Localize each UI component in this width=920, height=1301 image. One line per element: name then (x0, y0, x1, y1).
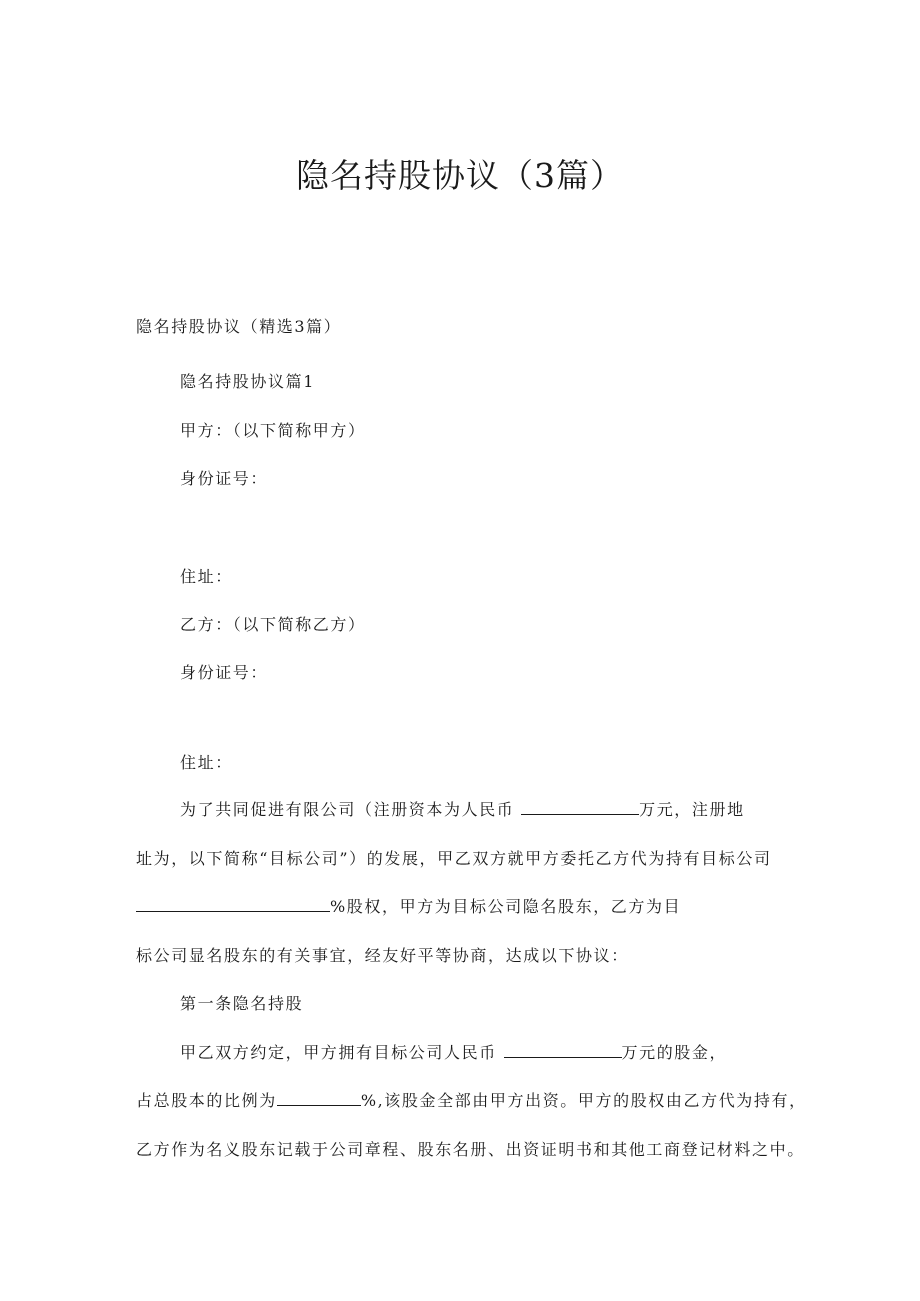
article-1-heading: 第一条隐名持股 (180, 994, 304, 1013)
share-amount-blank (504, 1043, 622, 1058)
article-1-line-2-end: %,该股金全部由甲方出资。甲方的股权由乙方代为持有， (360, 1091, 807, 1110)
party-b-label: 乙方：（以下简称乙方） (180, 615, 366, 634)
party-a-id-label: 身份证号： (180, 469, 269, 488)
document-title: 隐名持股协议（3篇） (296, 156, 624, 195)
article-1-line-1 (180, 1040, 727, 1063)
intro-line-1 (180, 797, 745, 820)
party-b-id-label: 身份证号： (180, 663, 269, 682)
document-subtitle: 隐名持股协议（精选3篇） (136, 317, 342, 336)
party-a-address-label: 住址： (180, 567, 233, 586)
chapter-heading: 隐名持股协议篇1 (180, 372, 315, 391)
intro-line-2: 址为，以下简称“目标公司”）的发展，甲乙双方就甲方委托乙方代为持有目标公司 (136, 849, 772, 868)
intro-line-3 (136, 894, 681, 917)
intro-line-4: 标公司显名股东的有关事宜，经友好平等协商，达成以下协议： (136, 946, 629, 965)
article-1-line-2 (136, 1088, 807, 1111)
article-1-line-3: 乙方作为名义股东记载于公司章程、股东名册、出资证明书和其他工商登记材料之中。 (136, 1140, 805, 1159)
article-1-line-1-end: 万元的股金， (621, 1043, 728, 1062)
intro-line-1-end: 万元，注册地 (639, 800, 745, 819)
equity-percent-blank (136, 897, 330, 912)
article-1-line-1-start: 甲乙双方约定，甲方拥有目标公司人民币 (180, 1043, 497, 1062)
intro-line-3-end: %股权，甲方为目标公司隐名股东，乙方为目 (330, 897, 682, 916)
share-ratio-blank (277, 1091, 361, 1106)
party-b-address-label: 住址： (180, 753, 233, 772)
intro-line-1-start: 为了共同促进有限公司（注册资本为人民币 (180, 800, 515, 819)
party-a-label: 甲方：（以下简称甲方） (180, 421, 366, 440)
article-1-line-2-start: 占总股本的比例为 (136, 1091, 277, 1110)
capital-blank (521, 800, 639, 815)
